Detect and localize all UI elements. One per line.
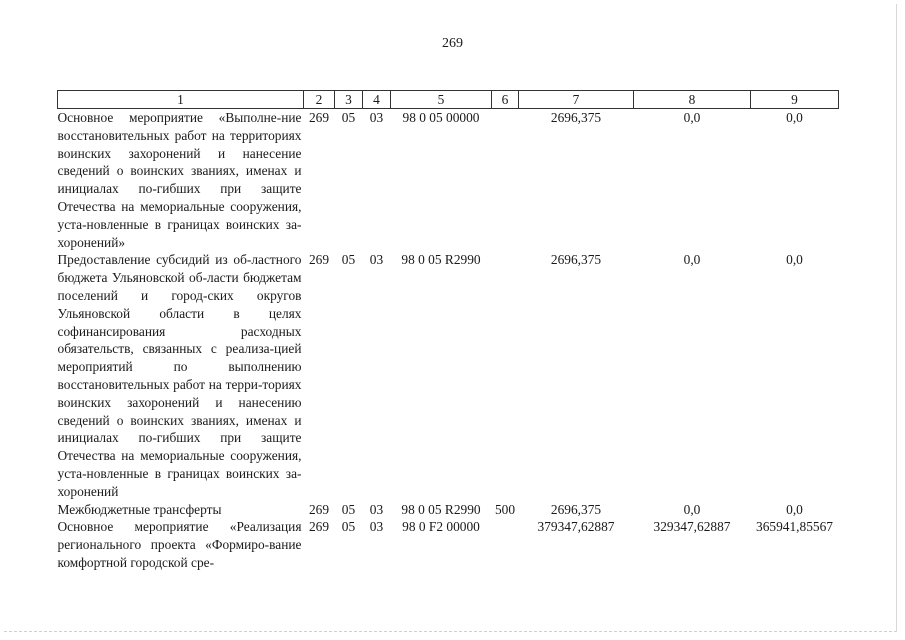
row-value-8: 0,0: [683, 501, 701, 517]
row-name: Основное мероприятие «Реализация регионального проекта «Формиро-вание комфортной городской сре-: [57, 519, 302, 570]
table-row: [58, 251, 839, 500]
row-code-section: 05: [341, 252, 356, 268]
row-code-ministry: 269: [308, 110, 330, 125]
row-code-target: 98 0 F2 00000: [402, 519, 480, 535]
row-code-ministry: 269: [308, 501, 330, 517]
col-header-6: 6: [492, 91, 519, 109]
table-row: [58, 518, 839, 571]
header-row: [58, 91, 839, 109]
col-header-5: 5: [391, 91, 492, 109]
row-code-section: 05: [341, 519, 356, 535]
col-header-9: 9: [751, 91, 839, 109]
col-header-4: 4: [363, 91, 391, 109]
row-code-ministry: 269: [308, 519, 330, 535]
row-value-9: 0,0: [786, 110, 803, 125]
row-code-expense: [492, 518, 519, 571]
col-header-3: 3: [335, 91, 363, 109]
row-value-7: 2696,375: [550, 252, 602, 268]
col-header-8: 8: [634, 91, 751, 109]
table-row: [58, 501, 839, 519]
row-value-8: 0,0: [683, 252, 701, 268]
row-name: Межбюджетные трансферты: [57, 501, 222, 517]
row-value-8: 329347,62887: [653, 519, 731, 535]
page-number: 269: [442, 36, 463, 51]
table-row: [58, 109, 839, 252]
row-code-section: 05: [341, 110, 356, 125]
col-header-1: 1: [58, 91, 304, 109]
row-value-9: 365941,85567: [756, 519, 833, 535]
row-code-ministry: 269: [308, 252, 330, 268]
row-code-subsection: 03: [369, 110, 384, 125]
col-header-2: 2: [304, 91, 335, 109]
row-code-expense: 500: [494, 501, 516, 517]
row-code-expense: [492, 251, 519, 500]
row-code-subsection: 03: [369, 519, 384, 535]
col-header-7: 7: [519, 91, 634, 109]
budget-table: [57, 90, 839, 572]
row-name: Основное мероприятие «Выполне-ние восстановительных работ на территориях воинских захоронений и нанесение сведений о воинских званиях, именах и инициалах по-гибших при защите Отечества на мемориальные сооружения, уста-новленные в границах воинских за-хоронений»: [57, 110, 302, 250]
row-code-target: 98 0 05 R2990: [401, 501, 481, 517]
row-value-9: 0,0: [786, 252, 803, 268]
row-value-7: 2696,375: [550, 110, 602, 125]
row-code-target: 98 0 05 00000: [402, 110, 480, 125]
row-value-9: 0,0: [786, 501, 803, 517]
row-code-expense: [492, 109, 519, 252]
row-value-7: 379347,62887: [537, 519, 615, 535]
row-code-subsection: 03: [369, 252, 384, 268]
row-value-8: 0,0: [683, 110, 701, 125]
row-value-7: 2696,375: [550, 501, 602, 517]
row-code-target: 98 0 05 R2990: [401, 252, 481, 268]
row-code-section: 05: [341, 501, 356, 517]
row-code-subsection: 03: [369, 501, 384, 517]
row-name: Предоставление субсидий из об-ластного бюджета Ульяновской об-ласти бюджетам поселений и город-ских округов Ульяновской области в целях софинансирования расходных обязательств, связанных с реализа-цией мероприятий по выполнению восстановительных работ на терри-ториях воинских захоронений и нанесению сведений о воинских званиях, именах и инициалах по-гибших при защите Отечества на мемориальные сооружения, уста-новленные в границах воинских за-хоронений: [57, 252, 302, 499]
